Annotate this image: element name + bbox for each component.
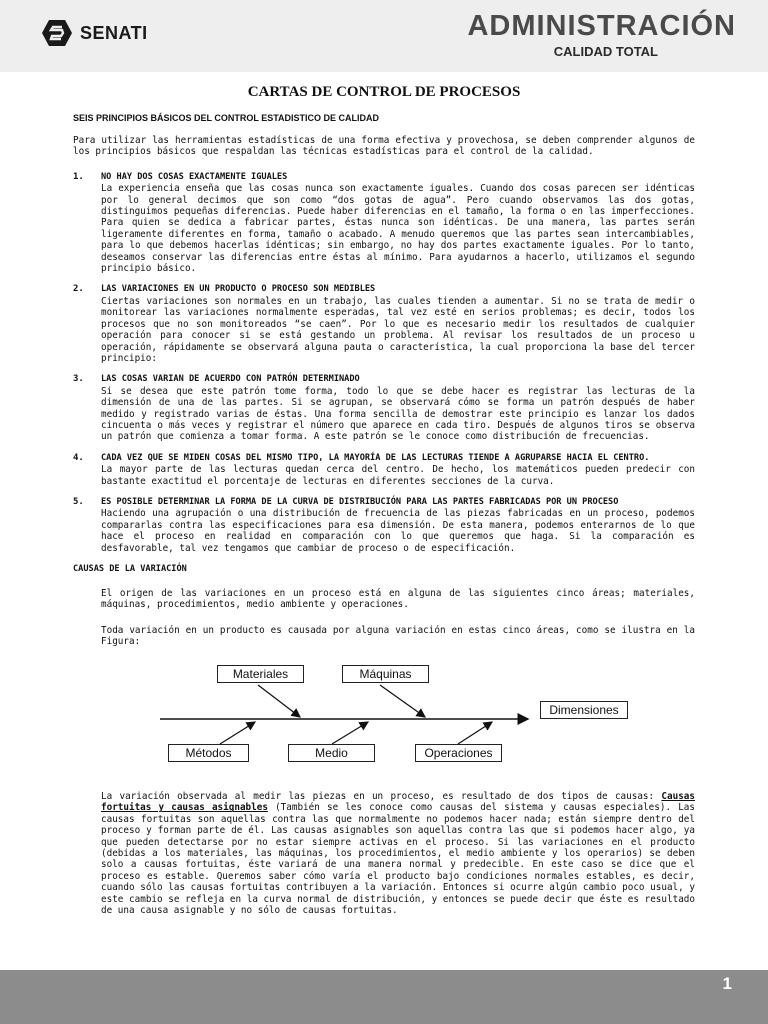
- header-subtitle: CALIDAD TOTAL: [553, 44, 658, 59]
- final-text-pre: La variación observada al medir las piezas en un proceso, es resultado de dos tipos de causas:: [101, 791, 662, 802]
- final-text-post: (También se les conoce como causas del sistema y causas especiales). Las causas fortuitas son aquellas contra las que normalmente no podemos hacer nada; están siempre dentro del proceso y forman parte de él. Las causas asignables son aquellas contra las que si podemos hacer algo, ya que pueden detectarse por no estar siempre activas en el proceso. Si las variaciones en el producto (debidas a los materiales, las máquinas, los procedimientos, el medio ambiente y los operarios) se deben solo a causas fortuitas, éste variará de una manera normal y predecible. En este caso se dice que el proceso es estable. Queremos saber cómo varía el producto bajo condiciones normales estables, es decir, cuando sólo las causas fortuitas contribuyen a la variación. Entonces si ocurre algún cambio poco usual, y este cambio se refleja en la curva normal de distribución, y entonces se puede decir que éste es resultado de una causa asignable y no sólo de causas fortuitas.: [101, 802, 695, 917]
- senati-logo: [42, 18, 148, 48]
- item-title: LAS VARIACIONES EN UN PRODUCTO O PROCESO SON MEDIBLES: [101, 284, 376, 295]
- page-footer: [0, 970, 768, 1024]
- intro-paragraph: Para utilizar las herramientas estadísticas de una forma efectiva y provechosa, se deben comprender algunos de los principios básicos que respaldan las técnicas estadísticas para el control de la calidad.: [73, 135, 695, 158]
- item-text: La experiencia enseña que las cosas nunca son exactamente iguales. Cuando dos cosas parecen ser idénticas por lo general decimos que son como “dos gotas de agua”. Pero cuando observamos las dos gotas, distinguimos pequeñas diferencias. Puede haber diferencias en el tamaño, la forma o en las imperfecciones. Para quien se dedica a fabricar partes, éstas nunca son idénticas. De una manera, las partes serán ligeramente diferentes en forma, tamaño o acabado. A menudo queremos que las partes sean intercambiables, para lo que debemos hacerlas idénticas; sin embargo, no hay dos partes exactamente iguales. Por lo tanto, deseamos conservar las diferencias entre éstas al mínimo. Para ayudarnos a hacerlo, utilizamos el segundo principio básico.: [101, 183, 695, 275]
- item-text: Si se desea que este patrón tome forma, todo lo que se debe hacer es registrar las lecturas de la dimensión de una de las partes. Si se agrupan, se observará cómo se forma un patrón después de haber medido y registrado varias de éstas. Una forma sencilla de demostrar este principio es lanzar los dados cincuenta o más veces y registrar el número que aparece en cada tiro. Después de algunos tiros se observa un patrón que comienza a tomar forma. A este patrón se le conoce como distribución de frecuencias.: [101, 385, 695, 443]
- medio-box: Medio: [288, 744, 375, 762]
- item-number: 3.: [73, 374, 84, 385]
- logo-text: SENATI: [80, 22, 148, 43]
- principle-item: [73, 172, 695, 275]
- metodos-box: Métodos: [168, 744, 249, 762]
- item-title: ES POSIBLE DETERMINAR LA FORMA DE LA CURVA DE DISTRIBUCIÓN PARA LAS PARTES FABRICADAS POR UN PROCESO: [101, 496, 619, 507]
- maquinas-box: Máquinas: [342, 665, 429, 683]
- causas-paragraph-2: Toda variación en un producto es causada por alguna variación en estas cinco áreas, como se ilustra en la Figura:: [101, 624, 695, 648]
- page-number: 1: [722, 974, 732, 993]
- header-title: ADMINISTRACIÓN: [467, 10, 736, 42]
- senati-logo-icon: [42, 20, 72, 46]
- principle-item: [73, 284, 695, 364]
- item-text: Ciertas variaciones son normales en un trabajo, las cuales tienden a aumentar. Si no se trata de medir o monitorear las variaciones normalmente esperadas, tal vez esté en serios problemas; es decir, todos los procesos que no son monitoreados “se caen”. Por lo que es necesario medir los resultados de cualquier operación para conocer si se está gestando un problema. Al revisar los resultados de un proceso u operación, rápidamente se observará alguna pauta o característica, la cual proporciona la base del tercer principio:: [101, 295, 695, 364]
- branch-arrow: [258, 685, 300, 717]
- item-number: 5.: [73, 496, 84, 507]
- principle-item: [73, 453, 695, 487]
- item-number: 2.: [73, 284, 84, 295]
- item-title: NO HAY DOS COSAS EXACTAMENTE IGUALES: [101, 171, 288, 182]
- causas-heading: CAUSAS DE LA VARIACIÓN: [73, 564, 187, 574]
- causas-underlined: Causas fortuitas y causas asignables: [101, 791, 695, 814]
- branch-arrow: [220, 722, 255, 744]
- dimensiones-box: Dimensiones: [540, 701, 628, 719]
- item-title: LAS COSAS VARIAN DE ACUERDO CON PATRÓN DETERMINADO: [101, 374, 360, 385]
- causas-paragraph-1: El origen de las variaciones en un proceso está en alguna de las siguientes cinco áreas; materiales, máquinas, procedimientos, medio ambiente y operaciones.: [101, 588, 695, 611]
- branch-arrow: [380, 685, 425, 717]
- document-title: CARTAS DE CONTROL DE PROCESOS: [247, 84, 521, 100]
- page-header: [0, 0, 768, 72]
- operaciones-box: Operaciones: [415, 744, 502, 762]
- section-heading: SEIS PRINCIPIOS BÁSICOS DEL CONTROL ESTADISTICO DE CALIDAD: [73, 113, 380, 123]
- final-section: [73, 791, 695, 930]
- item-text: La mayor parte de las lecturas quedan cerca del centro. De hecho, los matemáticos pueden predecir con bastante exactitud el porcentaje de lecturas en diferentes secciones de la curva.: [101, 464, 695, 487]
- branch-arrow: [332, 722, 368, 744]
- materiales-box: Materiales: [217, 665, 304, 683]
- item-text: Haciendo una agrupación o una distribución de frecuencia de las piezas fabricadas en un proceso, podemos compararlas contra las especificaciones para esa dimensión. De esta manera, podemos enterarnos de lo que hace el proceso en realidad en comparación con lo que queremos que haga. Si la comparación es desfavorable, tal vez tengamos que cambiar de proceso o de especificación.: [101, 508, 695, 554]
- item-title: CADA VEZ QUE SE MIDEN COSAS DEL MISMO TIPO, LA MAYORÍA DE LAS LECTURAS TIENDE A AGRUPARSE HACIA EL CENTRO.: [101, 452, 650, 463]
- item-number: 1.: [73, 171, 84, 182]
- final-paragraph: [101, 791, 695, 916]
- item-number: 4.: [73, 452, 84, 463]
- cause-effect-diagram: [160, 660, 640, 770]
- principle-item: [73, 497, 695, 554]
- principle-item: [73, 374, 695, 442]
- document-body: [73, 84, 695, 662]
- branch-arrow: [458, 722, 492, 744]
